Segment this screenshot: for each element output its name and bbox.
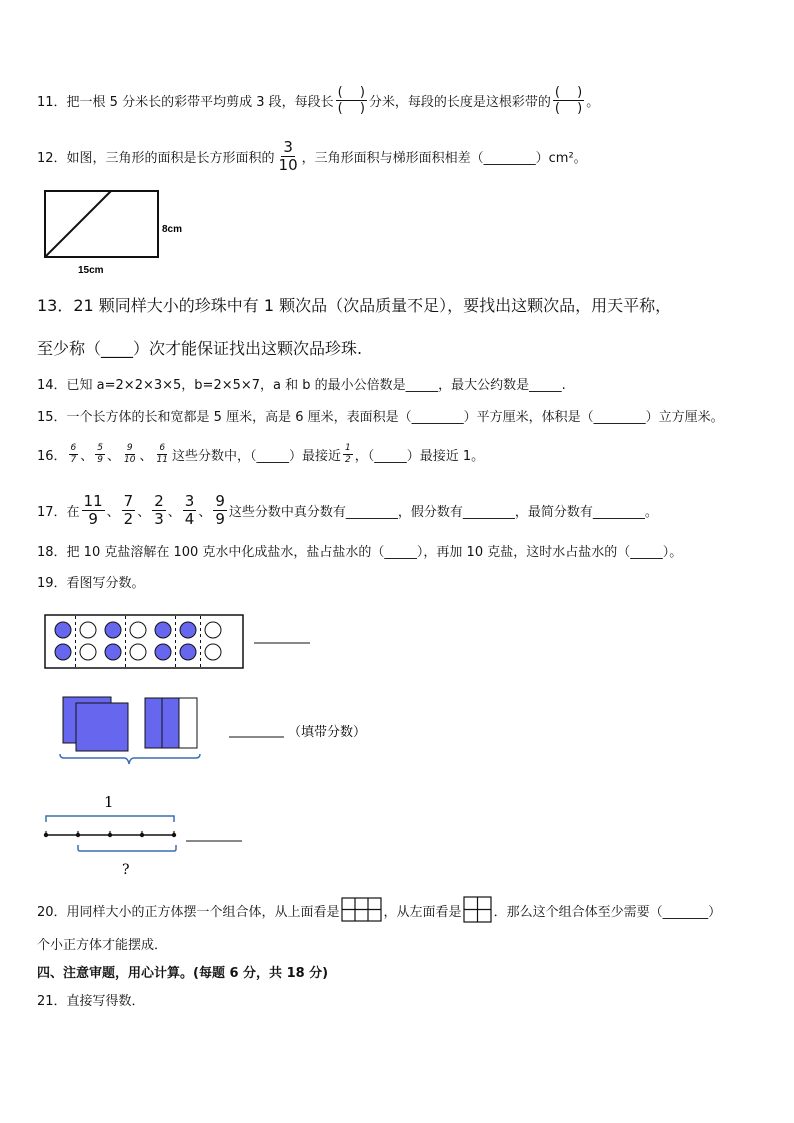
q11-text-a: 11．把一根 5 分米长的彩带平均剪成 3 段，每段长 bbox=[37, 95, 334, 110]
q16-fraction: $\frac{6}{7}$ bbox=[70, 443, 77, 465]
question-14: 14．已知 a=2×2×3×5，b=2×5×7，a 和 b 的最小公倍数是_____，最大公约数是_____. bbox=[37, 378, 566, 393]
mixed-number-hint: （填带分数） bbox=[288, 725, 367, 740]
q12-rectangle-figure bbox=[40, 186, 200, 278]
q16-fraction: $\frac{5}{9}$ bbox=[97, 443, 104, 465]
diagonal-line bbox=[45, 191, 111, 257]
question-12 bbox=[37, 140, 587, 173]
question-18: 18．把 10 克盐溶解在 100 克水中化成盐水，盐占盐水的（_____），再加 10 克盐，这时水占盐水的（_____）。 bbox=[37, 545, 683, 560]
brace-under-squares bbox=[60, 754, 200, 764]
filled-circle bbox=[180, 622, 196, 638]
q11-blank-fraction-2: $\frac{( )}{( )}$ bbox=[554, 85, 583, 116]
square-front bbox=[76, 703, 128, 751]
tick-dot bbox=[172, 833, 176, 837]
tick-dot bbox=[44, 833, 48, 837]
question-13-line-1: 13．21 颗同样大小的珍珠中有 1 颗次品（次品质量不足），要找出这颗次品，用天平称， bbox=[37, 296, 672, 315]
q17-fraction: $\frac{9}{9}$ bbox=[215, 492, 225, 528]
q19-circles-figure bbox=[44, 614, 324, 672]
question-20 bbox=[37, 896, 721, 924]
circles-group bbox=[55, 616, 221, 667]
q11-text-c: 。 bbox=[586, 95, 600, 110]
q17-fraction: $\frac{3}{4}$ bbox=[184, 492, 195, 528]
q16-text-a: 这些分数中，（_____）最接近 bbox=[171, 449, 341, 464]
partial-square-part-2 bbox=[162, 698, 179, 748]
empty-circle bbox=[130, 622, 146, 638]
question-11 bbox=[37, 86, 599, 115]
bottom-bracket bbox=[78, 845, 176, 851]
empty-circle bbox=[130, 644, 146, 660]
q17-prefix: 17．在 bbox=[37, 505, 80, 520]
question-19: 19．看图写分数。 bbox=[37, 576, 145, 591]
one-label: 1 bbox=[104, 793, 114, 811]
filled-circle bbox=[105, 644, 121, 660]
section-4-heading: 四、注意审题，用心计算。(每题 6 分，共 18 分) bbox=[37, 966, 329, 981]
q16-prefix: 16． bbox=[37, 449, 67, 464]
filled-circle bbox=[105, 622, 121, 638]
tick-dot bbox=[76, 833, 80, 837]
width-label: 15cm bbox=[78, 265, 104, 276]
filled-circle bbox=[55, 622, 71, 638]
partial-square-part-1 bbox=[145, 698, 162, 748]
q17-fraction: $\frac{2}{3}$ bbox=[154, 492, 164, 528]
tick-dot bbox=[108, 833, 112, 837]
left-view-icon bbox=[463, 896, 493, 924]
top-bracket bbox=[46, 816, 174, 822]
q19-squares-figure bbox=[56, 694, 376, 768]
height-label: 8cm bbox=[162, 224, 183, 235]
q11-blank-fraction-1: $\frac{( )}{( )}$ bbox=[337, 85, 365, 116]
empty-circle bbox=[205, 622, 221, 638]
q19-number-line-figure bbox=[38, 790, 258, 880]
q17-fraction: $\frac{11}{9}$ bbox=[83, 492, 103, 528]
empty-circle bbox=[205, 644, 221, 660]
question-20-line-2: 个小正方体才能摆成． bbox=[37, 938, 168, 953]
q16-fraction: $\frac{9}{10}$ bbox=[124, 443, 136, 465]
q17-fraction: $\frac{7}{2}$ bbox=[123, 492, 134, 528]
question-16: 16． $\frac{6}{7}$ 、 $\frac{5}{9}$ 、 $\frac{9}{10}$ 、 $\frac{6}{11}$ 这些分数中，（_____）最接近 $\frac{1}{2}$ ，（_____）最接近 1。 bbox=[37, 443, 485, 465]
ticks-group bbox=[44, 831, 176, 837]
question-13-line-2: 至少称（____）次才能保证找出这颗次品珍珠. bbox=[37, 339, 363, 358]
q17-text-a: 这些分数中真分数有________，假分数有________，最简分数有________。 bbox=[228, 505, 658, 520]
q16-fraction: $\frac{6}{11}$ bbox=[156, 443, 168, 465]
q20-text-a: 20．用同样大小的正方体摆一个组合体，从上面看是 bbox=[37, 904, 340, 920]
top-view-icon bbox=[341, 897, 383, 923]
q20-text-b: ，从左面看是 bbox=[383, 904, 462, 920]
empty-circle bbox=[80, 644, 96, 660]
filled-circle bbox=[180, 644, 196, 660]
question-mark-label: ? bbox=[122, 862, 130, 878]
question-17: 17．在 $\frac{11}{9}$ 、 $\frac{7}{2}$ 、 $\frac{2}{3}$ 、 $\frac{3}{4}$ 、 $\frac{9}{9}$ 这些分数中真分数有________，假分数有________，最简分数有________。 bbox=[37, 492, 658, 528]
filled-circle bbox=[55, 644, 71, 660]
q12-text-a: 12．如图，三角形的面积是长方形面积的 bbox=[37, 151, 275, 166]
question-15: 15．一个长方体的长和宽都是 5 厘米，高是 6 厘米，表面积是（________）平方厘米，体积是（________）立方厘米。 bbox=[37, 410, 724, 425]
question-21: 21．直接写得数． bbox=[37, 994, 145, 1009]
filled-circle bbox=[155, 622, 171, 638]
empty-circle bbox=[80, 622, 96, 638]
q16-half-fraction: $\frac{1}{2}$ bbox=[344, 443, 351, 465]
tick-dot bbox=[140, 833, 144, 837]
q16-text-b: ，（_____）最接近 1。 bbox=[354, 449, 485, 464]
q11-text-b: 分米，每段的长度是这根彩带的 bbox=[368, 95, 551, 110]
filled-circle bbox=[155, 644, 171, 660]
q12-text-b: ，三角形面积与梯形面积相差（________）cm²。 bbox=[301, 151, 587, 166]
q20-text-c: ．那么这个组合体至少需要（_______） bbox=[493, 904, 722, 920]
q12-fraction: $\frac{3}{10}$ bbox=[278, 138, 298, 174]
